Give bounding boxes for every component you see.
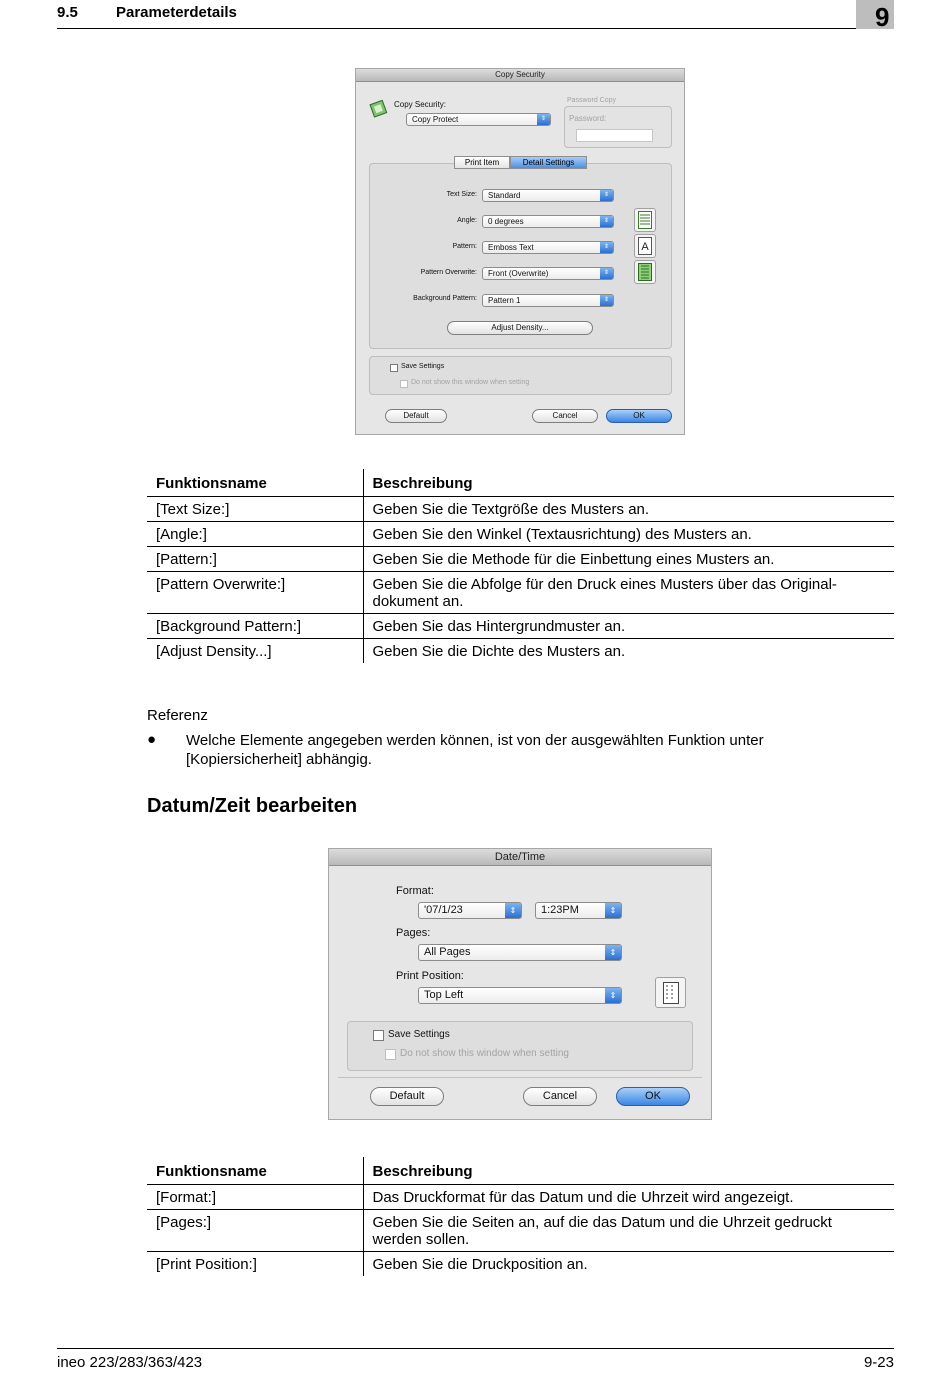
tab-print-item[interactable]: Print Item [454, 156, 510, 169]
pattern-preview-icon [634, 260, 656, 284]
format-label: Format: [396, 885, 434, 897]
copy-security-icon [369, 99, 389, 119]
function-name-cell: [Background Pattern:] [147, 613, 363, 638]
ok-button[interactable]: OK [606, 409, 672, 423]
product-name: ineo 223/283/363/423 [57, 1354, 203, 1371]
svg-text:A: A [641, 241, 649, 253]
password-copy-label: Password Copy [567, 97, 617, 104]
description-cell: Das Druckformat für das Datum und die Uhrzeit wird angezeigt. [363, 1184, 894, 1209]
bullet-icon: ● [147, 731, 157, 748]
do-not-show-checkbox[interactable] [385, 1049, 396, 1060]
table-row [147, 613, 894, 638]
dialog-title: Copy Security [356, 69, 684, 82]
description-cell: Geben Sie die Abfolge für den Druck eines Musters über das Original-dokument an. [363, 571, 894, 613]
function-name-cell: [Adjust Density...] [147, 638, 363, 663]
pattern-select[interactable]: Emboss Text ⇕ [482, 241, 614, 254]
chevron-updown-icon: ⇕ [600, 268, 613, 279]
copy-security-select[interactable]: Copy Protect ⇕ [406, 113, 551, 126]
background-pattern-label: Background Pattern: [413, 295, 477, 302]
default-button[interactable]: Default [370, 1087, 444, 1106]
date-format-select[interactable]: '07/1/23 ⇕ [418, 902, 522, 919]
page-header [57, 0, 894, 32]
section-title: Parameterdetails [116, 4, 237, 21]
save-settings-checkbox[interactable] [390, 364, 398, 372]
function-name-cell: [Format:] [147, 1184, 363, 1209]
time-format-select[interactable]: 1:23PM ⇕ [535, 902, 622, 919]
function-name-cell: [Print Position:] [147, 1251, 363, 1276]
chevron-updown-icon: ⇕ [600, 295, 613, 306]
function-name-cell: [Pattern:] [147, 546, 363, 571]
angle-select[interactable]: 0 degrees ⇕ [482, 215, 614, 228]
divider [338, 1077, 702, 1078]
pattern-overwrite-label: Pattern Overwrite: [420, 269, 477, 276]
function-name-cell: [Pattern Overwrite:] [147, 571, 363, 613]
column-header-function: Funktionsname [147, 469, 363, 496]
save-settings-label: Save Settings [388, 1029, 450, 1040]
text-size-preview-icon [634, 208, 656, 232]
table-row [147, 521, 894, 546]
description-cell: Geben Sie die Druckposition an. [372, 1255, 588, 1273]
pages-label: Pages: [396, 927, 431, 939]
cancel-button[interactable]: Cancel [532, 409, 598, 423]
function-table-copy-security [147, 469, 894, 663]
table-row [147, 1184, 894, 1209]
table-header-row [147, 1157, 894, 1184]
do-not-show-checkbox[interactable] [400, 380, 408, 388]
chapter-number: 9 [875, 2, 890, 32]
table-row [147, 546, 894, 571]
column-header-description: Beschreibung [363, 1157, 894, 1184]
table-row [147, 496, 894, 521]
chevron-updown-icon: ⇕ [505, 903, 521, 918]
table-row [147, 571, 894, 613]
chevron-updown-icon: ⇕ [605, 945, 621, 960]
function-table-date-time [147, 1157, 894, 1276]
do-not-show-label: Do not show this window when setting [411, 379, 530, 386]
adjust-density-button[interactable]: Adjust Density... [447, 321, 593, 335]
do-not-show-label: Do not show this window when setting [400, 1048, 569, 1059]
save-settings-label: Save Settings [401, 363, 445, 370]
section-heading: Datum/Zeit bearbeiten [147, 795, 358, 817]
background-pattern-select[interactable]: Pattern 1 ⇕ [482, 294, 614, 307]
page-footer [57, 1348, 894, 1371]
description-cell: Geben Sie die Methode für die Einbettung eines Musters an. [363, 546, 894, 571]
default-button[interactable]: Default [385, 409, 447, 423]
date-time-dialog [328, 848, 712, 1120]
chevron-updown-icon: ⇕ [537, 114, 550, 125]
pages-select[interactable]: All Pages ⇕ [418, 944, 622, 961]
print-position-preview-icon [655, 977, 686, 1008]
print-position-select[interactable]: Top Left ⇕ [418, 987, 622, 1004]
section-number: 9.5 [57, 4, 78, 21]
copy-security-label: Copy Security: [394, 100, 447, 109]
description-cell: Geben Sie die Dichte des Musters an. [372, 642, 626, 660]
cancel-button[interactable]: Cancel [523, 1087, 597, 1106]
copy-security-dialog [355, 68, 685, 435]
chevron-updown-icon: ⇕ [605, 988, 621, 1003]
text-size-select[interactable]: Standard ⇕ [482, 189, 614, 202]
pattern-label: Pattern: [452, 243, 477, 250]
page-number: 9-23 [863, 1354, 894, 1371]
description-cell: Geben Sie die Seiten an, auf die das Datum und die Uhrzeit gedruckt werden sollen. [363, 1209, 894, 1251]
column-header-description: Beschreibung [363, 469, 894, 496]
save-settings-checkbox[interactable] [373, 1030, 384, 1041]
function-name-cell: [Text Size:] [147, 496, 363, 521]
table-row [147, 638, 894, 663]
chevron-updown-icon: ⇕ [600, 190, 613, 201]
reference-text: Welche Elemente angegeben werden können, ist von der ausgewählten Funktion unter [Kopiersicherheit] abhängig. [186, 732, 764, 768]
table-row [147, 1209, 894, 1251]
angle-label: Angle: [457, 217, 477, 224]
pattern-overwrite-select[interactable]: Front (Overwrite) ⇕ [482, 267, 614, 280]
description-cell: Geben Sie den Winkel (Textausrichtung) des Musters an. [363, 521, 894, 546]
dialog-title: Date/Time [329, 849, 711, 866]
function-name-cell: [Pages:] [147, 1209, 363, 1251]
password-label: Password: [569, 114, 607, 123]
chevron-updown-icon: ⇕ [600, 242, 613, 253]
text-size-label: Text Size: [446, 191, 477, 198]
function-name-cell: [Angle:] [147, 521, 363, 546]
reference-label: Referenz [147, 707, 208, 724]
chevron-updown-icon: ⇕ [605, 903, 621, 918]
chevron-updown-icon: ⇕ [600, 216, 613, 227]
column-header-function: Funktionsname [147, 1157, 363, 1184]
table-row [147, 1251, 894, 1276]
angle-preview-icon [634, 234, 656, 258]
print-position-label: Print Position: [396, 970, 464, 982]
description-cell: Geben Sie das Hintergrundmuster an. [363, 613, 894, 638]
table-header-row [147, 469, 894, 496]
password-field[interactable] [576, 129, 653, 142]
ok-button[interactable]: OK [616, 1087, 690, 1106]
tab-detail-settings[interactable]: Detail Settings [510, 156, 587, 169]
description-cell: Geben Sie die Textgröße des Musters an. [363, 496, 894, 521]
save-settings-group [369, 356, 672, 395]
